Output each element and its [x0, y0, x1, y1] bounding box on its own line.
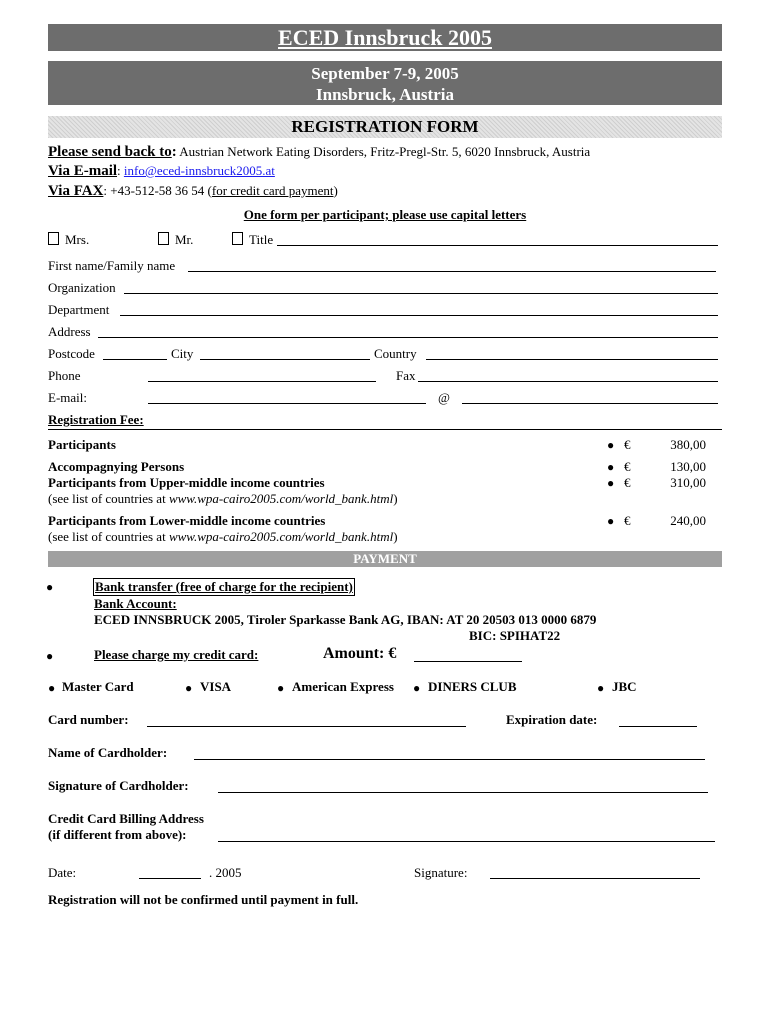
fax-line	[48, 183, 338, 200]
currency-symbol: €	[624, 437, 631, 452]
confirmation-notice: Registration will not be confirmed until payment in full.	[48, 892, 359, 907]
bullet-icon: ●	[413, 681, 421, 695]
fee-upper-middle-note	[48, 491, 398, 507]
note-suffix: )	[393, 491, 398, 506]
address-input-line[interactable]	[98, 337, 718, 338]
mr-label: Mr.	[175, 232, 194, 247]
bullet-icon: ●	[607, 460, 615, 474]
postcode-label: Postcode	[48, 346, 95, 361]
name-input-line[interactable]	[188, 271, 716, 272]
card-option-visa[interactable]: VISA	[200, 679, 232, 694]
title-label: Title	[249, 232, 274, 247]
city-input-line[interactable]	[200, 359, 370, 360]
postcode-input-line[interactable]	[103, 359, 167, 360]
fee-upper-middle-label: Participants from Upper-middle income countries	[48, 475, 325, 490]
bullet-icon: ●	[597, 681, 605, 695]
card-option-jbc[interactable]: JBC	[612, 679, 637, 694]
fax-label: Via FAX	[48, 183, 104, 199]
send-back-label: Please send back to	[48, 144, 172, 160]
fee-participants-amount: 380,00	[670, 437, 706, 452]
card-option-amex[interactable]: American Express	[292, 679, 394, 694]
checkbox-mr[interactable]	[158, 232, 169, 245]
fax-number: : +43-512-58 36 54 (	[103, 183, 212, 198]
date-label: Date:	[48, 865, 77, 880]
event-title: ECED Innsbruck 2005	[48, 24, 722, 51]
fax-input-line[interactable]	[418, 381, 718, 382]
note-suffix: )	[393, 529, 398, 544]
note-prefix: (see list of countries at	[48, 529, 169, 544]
bullet-icon: ●	[48, 681, 56, 695]
department-input-line[interactable]	[120, 315, 718, 316]
send-back-address: Austrian Network Eating Disorders, Fritz-Pregl-Str. 5, 6020 Innsbruck, Austria	[176, 144, 591, 159]
cardholder-signature-input-line[interactable]	[218, 792, 708, 793]
billing-address-label: Credit Card Billing Address	[48, 811, 204, 826]
organization-input-line[interactable]	[124, 293, 718, 294]
country-input-line[interactable]	[426, 359, 718, 360]
address-label: Address	[48, 324, 91, 339]
mrs-label: Mrs.	[65, 232, 90, 247]
email-link[interactable]: info@eced-innsbruck2005.at	[123, 163, 275, 178]
fee-upper-middle-amount: 310,00	[670, 475, 706, 490]
phone-input-line[interactable]	[148, 381, 376, 382]
email-line	[48, 163, 275, 180]
country-label: Country	[374, 346, 417, 361]
bank-transfer-label: Bank transfer (free of charge for the recipient)	[95, 579, 353, 594]
fee-heading: Registration Fee:	[48, 412, 144, 427]
title-input-line[interactable]	[277, 245, 718, 246]
fee-lower-middle-amount: 240,00	[670, 513, 706, 528]
expiration-label: Expiration date:	[506, 712, 598, 727]
billing-address-input-line[interactable]	[218, 841, 715, 842]
currency-symbol: €	[624, 459, 631, 474]
cardholder-name-input-line[interactable]	[194, 759, 705, 760]
event-place: Innsbruck, Austria	[316, 85, 454, 104]
salutation-mrs[interactable]	[48, 232, 89, 248]
amount-label: Amount: €	[323, 645, 397, 662]
fee-divider	[48, 429, 722, 430]
note-prefix: (see list of countries at	[48, 491, 169, 506]
email-colon: :	[117, 163, 124, 178]
card-number-label: Card number:	[48, 712, 129, 727]
card-option-mastercard[interactable]: Master Card	[62, 679, 134, 694]
email-user-input-line[interactable]	[148, 403, 426, 404]
date-input-line[interactable]	[139, 878, 201, 879]
fee-participants-label: Participants	[48, 437, 116, 452]
checkbox-title[interactable]	[232, 232, 243, 245]
note-url: www.wpa-cairo2005.com/world_bank.html	[168, 529, 394, 544]
send-back-line	[48, 144, 590, 161]
note-url: www.wpa-cairo2005.com/world_bank.html	[168, 491, 394, 506]
send-back-colon: :	[171, 144, 177, 160]
amount-input-line[interactable]	[414, 661, 522, 662]
fee-accompanying-amount: 130,00	[670, 459, 706, 474]
salutation-title[interactable]	[232, 232, 273, 248]
checkbox-mrs[interactable]	[48, 232, 59, 245]
fax-field-label: Fax	[396, 368, 416, 383]
billing-address-note: (if different from above):	[48, 827, 187, 842]
fee-accompanying-label: Accompagnying Persons	[48, 459, 185, 474]
bank-account-details: ECED INNSBRUCK 2005, Tiroler Sparkasse Bank AG, IBAN: AT 20 20503 013 0000 6879	[94, 612, 597, 627]
bullet-icon: ●	[607, 514, 615, 528]
currency-symbol: €	[624, 475, 631, 490]
email-domain-input-line[interactable]	[462, 403, 718, 404]
payment-heading: PAYMENT	[48, 551, 722, 567]
credit-card-option[interactable]: Please charge my credit card:	[94, 647, 259, 662]
event-dates: September 7-9, 2005	[311, 64, 459, 83]
city-label: City	[171, 346, 194, 361]
currency-symbol: €	[624, 513, 631, 528]
cardholder-signature-label: Signature of Cardholder:	[48, 778, 189, 793]
signature-input-line[interactable]	[490, 878, 700, 879]
department-label: Department	[48, 302, 110, 317]
event-date-place	[48, 61, 722, 105]
signature-label: Signature:	[414, 865, 468, 880]
at-sign: @	[438, 390, 450, 405]
bank-transfer-option[interactable]	[93, 578, 355, 596]
bullet-icon: ●	[607, 438, 615, 452]
card-number-input-line[interactable]	[147, 726, 466, 727]
bullet-icon: ●	[46, 649, 54, 663]
date-year: . 2005	[209, 865, 242, 880]
fee-lower-middle-note	[48, 529, 398, 545]
form-title: REGISTRATION FORM	[48, 116, 722, 138]
bank-account-label: Bank Account:	[94, 596, 177, 611]
fax-note: for credit card payment	[211, 183, 334, 198]
organization-label: Organization	[48, 280, 116, 295]
email-field-label: E-mail:	[48, 390, 87, 405]
fax-close: )	[333, 183, 338, 198]
bullet-icon: ●	[185, 681, 193, 695]
fee-lower-middle-label: Participants from Lower-middle income countries	[48, 513, 326, 528]
expiration-input-line[interactable]	[619, 726, 697, 727]
email-label: Via E-mail	[48, 163, 118, 179]
bank-bic: BIC: SPIHAT22	[469, 628, 561, 643]
phone-label: Phone	[48, 368, 81, 383]
salutation-mr[interactable]	[158, 232, 193, 248]
cardholder-name-label: Name of Cardholder:	[48, 745, 168, 760]
bullet-icon: ●	[607, 476, 615, 490]
form-instruction: One form per participant; please use capital letters	[243, 207, 527, 222]
card-option-diners[interactable]: DINERS CLUB	[428, 679, 517, 694]
bullet-icon: ●	[277, 681, 285, 695]
name-label: First name/Family name	[48, 258, 176, 273]
bullet-icon: ●	[46, 580, 54, 594]
